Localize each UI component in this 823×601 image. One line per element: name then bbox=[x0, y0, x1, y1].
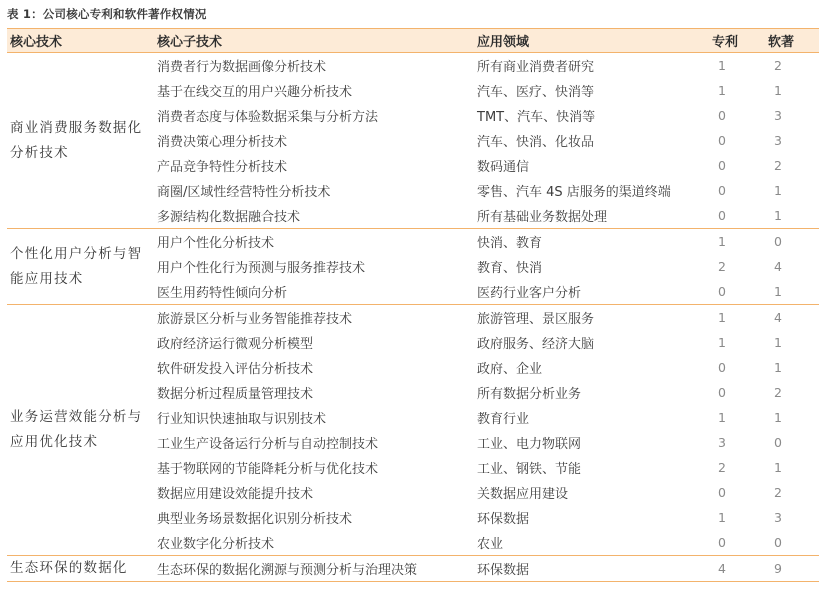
header-core-tech: 核心技术 bbox=[7, 29, 154, 53]
application-field-cell: 关数据应用建设 bbox=[477, 487, 569, 502]
application-field-cell: 汽车、医疗、快消等 bbox=[477, 85, 595, 100]
software-copyright-count-cell: 4 bbox=[774, 259, 782, 274]
patent-count-cell: 3 bbox=[718, 435, 726, 450]
software-copyright-count-cell: 1 bbox=[766, 279, 819, 305]
patent-count-cell: 1 bbox=[718, 510, 726, 525]
software-copyright-count-cell: 1 bbox=[774, 183, 782, 198]
software-copyright-count-cell: 2 bbox=[774, 485, 782, 500]
table-row bbox=[7, 229, 819, 255]
software-copyright-count-cell: 3 bbox=[774, 133, 782, 148]
application-field-cell: 所有商业消费者研究 bbox=[477, 60, 595, 75]
patent-count-cell: 1 bbox=[718, 58, 726, 73]
application-field-cell: 快消、教育 bbox=[477, 236, 543, 251]
patent-count-cell: 0 bbox=[718, 133, 726, 148]
sub-tech-cell: 数据应用建设效能提升技术 bbox=[157, 487, 314, 502]
sub-tech-cell: 消费者行为数据画像分析技术 bbox=[157, 60, 327, 75]
table-row bbox=[7, 305, 819, 331]
sub-tech-cell: 工业生产设备运行分析与自动控制技术 bbox=[157, 437, 379, 452]
sub-tech-cell: 旅游景区分析与业务智能推荐技术 bbox=[157, 312, 353, 327]
software-copyright-count-cell: 0 bbox=[774, 435, 782, 450]
software-copyright-count-cell: 2 bbox=[774, 58, 782, 73]
patent-count-cell: 1 bbox=[718, 410, 726, 425]
header-application-field: 应用领域 bbox=[474, 29, 710, 53]
sub-tech-cell: 用户个性化行为预测与服务推荐技术 bbox=[157, 261, 366, 276]
application-field-cell: 所有数据分析业务 bbox=[477, 387, 582, 402]
patent-software-table bbox=[7, 28, 819, 582]
table-row bbox=[7, 53, 819, 79]
software-copyright-count-cell: 2 bbox=[774, 158, 782, 173]
patent-count-cell: 0 bbox=[710, 279, 766, 305]
patent-count-cell: 0 bbox=[718, 485, 726, 500]
software-copyright-count-cell: 1 bbox=[774, 83, 782, 98]
application-field-cell: 零售、汽车 4S 店服务的渠道终端 bbox=[477, 185, 671, 200]
application-field-cell: 工业、钢铁、节能 bbox=[477, 462, 582, 477]
sub-tech-cell: 农业数字化分析技术 bbox=[154, 530, 474, 556]
software-copyright-count-cell: 0 bbox=[774, 234, 782, 249]
header-sub-tech: 核心子技术 bbox=[154, 29, 474, 53]
software-copyright-count-cell: 1 bbox=[774, 335, 782, 350]
application-field-cell: 数码通信 bbox=[477, 160, 530, 175]
patent-count-cell: 2 bbox=[718, 460, 726, 475]
software-copyright-count-cell: 9 bbox=[766, 556, 819, 582]
core-tech-cell: 个性化用户分析与智能应用技术 bbox=[7, 229, 154, 305]
table-header-row bbox=[7, 29, 819, 53]
application-field-cell: 政府、企业 bbox=[477, 362, 543, 377]
sub-tech-cell: 基于在线交互的用户兴趣分析技术 bbox=[157, 85, 353, 100]
sub-tech-cell: 消费者态度与体验数据采集与分析方法 bbox=[157, 110, 379, 125]
sub-tech-cell: 产品竞争特性分析技术 bbox=[157, 160, 288, 175]
table-row bbox=[7, 556, 819, 582]
patent-count-cell: 1 bbox=[718, 83, 726, 98]
software-copyright-count-cell: 0 bbox=[766, 530, 819, 556]
patent-count-cell: 0 bbox=[718, 158, 726, 173]
application-field-cell: 旅游管理、景区服务 bbox=[477, 312, 595, 327]
patent-count-cell: 0 bbox=[718, 360, 726, 375]
software-copyright-count-cell: 1 bbox=[766, 203, 819, 229]
patent-count-cell: 0 bbox=[718, 108, 726, 123]
sub-tech-cell: 软件研发投入评估分析技术 bbox=[157, 362, 314, 377]
sub-tech-cell: 医生用药特性倾向分析 bbox=[154, 279, 474, 305]
software-copyright-count-cell: 2 bbox=[774, 385, 782, 400]
sub-tech-cell: 生态环保的数据化溯源与预测分析与治理决策 bbox=[154, 556, 474, 582]
software-copyright-count-cell: 1 bbox=[774, 410, 782, 425]
application-field-cell: 政府服务、经济大脑 bbox=[477, 337, 595, 352]
application-field-cell: 教育、快消 bbox=[477, 261, 543, 276]
header-software-copyright: 软著 bbox=[766, 29, 819, 53]
sub-tech-cell: 消费决策心理分析技术 bbox=[157, 135, 288, 150]
application-field-cell: 工业、电力物联网 bbox=[477, 437, 582, 452]
sub-tech-cell: 政府经济运行微观分析模型 bbox=[157, 337, 314, 352]
patent-count-cell: 1 bbox=[718, 234, 726, 249]
software-copyright-count-cell: 4 bbox=[774, 310, 782, 325]
application-field-cell: 教育行业 bbox=[477, 412, 530, 427]
sub-tech-cell: 基于物联网的节能降耗分析与优化技术 bbox=[157, 462, 379, 477]
application-field-cell: TMT、汽车、快消等 bbox=[477, 110, 596, 125]
patent-count-cell: 0 bbox=[718, 385, 726, 400]
patent-count-cell: 1 bbox=[718, 335, 726, 350]
patent-count-cell: 0 bbox=[710, 530, 766, 556]
sub-tech-cell: 用户个性化分析技术 bbox=[157, 236, 275, 251]
header-patent: 专利 bbox=[710, 29, 766, 53]
core-tech-cell: 生态环保的数据化 bbox=[7, 556, 154, 582]
core-tech-cell: 商业消费服务数据化分析技术 bbox=[7, 53, 154, 229]
patent-count-cell: 0 bbox=[718, 183, 726, 198]
application-field-cell: 所有基础业务数据处理 bbox=[474, 203, 710, 229]
patent-count-cell: 2 bbox=[718, 259, 726, 274]
application-field-cell: 汽车、快消、化妆品 bbox=[477, 135, 595, 150]
software-copyright-count-cell: 1 bbox=[774, 360, 782, 375]
sub-tech-cell: 多源结构化数据融合技术 bbox=[154, 203, 474, 229]
patent-count-cell: 1 bbox=[718, 310, 726, 325]
patent-count-cell: 0 bbox=[710, 203, 766, 229]
patent-count-cell: 4 bbox=[710, 556, 766, 582]
core-tech-cell: 业务运营效能分析与应用优化技术 bbox=[7, 305, 154, 556]
sub-tech-cell: 数据分析过程质量管理技术 bbox=[157, 387, 314, 402]
table-caption: 表 1：公司核心专利和软件著作权情况 bbox=[7, 7, 207, 21]
software-copyright-count-cell: 3 bbox=[774, 510, 782, 525]
application-field-cell: 农业 bbox=[474, 530, 710, 556]
application-field-cell: 医药行业客户分析 bbox=[474, 279, 710, 305]
table-body bbox=[7, 53, 819, 582]
application-field-cell: 环保数据 bbox=[474, 556, 710, 582]
software-copyright-count-cell: 1 bbox=[774, 460, 782, 475]
sub-tech-cell: 商圈/区域性经营特性分析技术 bbox=[157, 185, 331, 200]
application-field-cell: 环保数据 bbox=[477, 512, 530, 527]
sub-tech-cell: 行业知识快速抽取与识别技术 bbox=[157, 412, 327, 427]
sub-tech-cell: 典型业务场景数据化识别分析技术 bbox=[157, 512, 353, 527]
software-copyright-count-cell: 3 bbox=[774, 108, 782, 123]
